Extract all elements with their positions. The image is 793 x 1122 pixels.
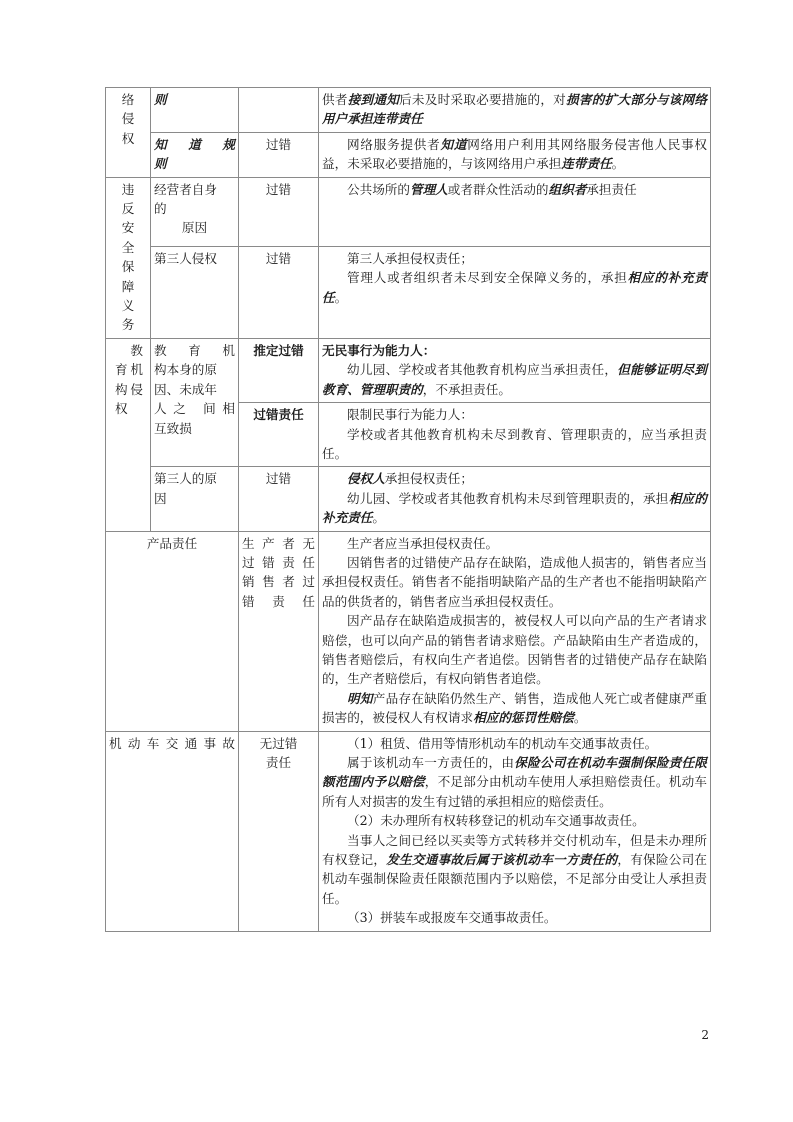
table-row — [106, 467, 711, 531]
run: 承担侵权责任； — [384, 471, 473, 487]
run: 网络服务提供者 — [347, 136, 441, 152]
cell-cause-network-notice — [151, 88, 239, 133]
vchar: 全 — [121, 239, 135, 255]
cell-content-safety-operator — [319, 177, 711, 246]
run-emphasis: 相应的惩罚性赔偿 — [473, 710, 574, 726]
principle-line: 过错责任 — [242, 554, 315, 570]
cause-line: 则 — [154, 156, 167, 172]
vchar: 务 — [121, 317, 135, 333]
cell-content-motor-vehicle — [319, 731, 711, 931]
run-emphasis: 相应的补充责任 — [322, 490, 708, 526]
run: 供者 — [322, 92, 348, 107]
cell-cause-education-self — [151, 338, 239, 466]
run: 后未及时采取必要措施的，对 — [399, 92, 567, 107]
principle-text: 过错 — [265, 250, 292, 266]
run: 公共场所的 — [347, 181, 410, 197]
paragraph: 无民事行为能力人： — [322, 342, 436, 358]
principle-text: 过错责任 — [253, 407, 304, 423]
table-row — [106, 88, 711, 133]
vchar: 侵 — [121, 111, 135, 127]
table-row — [106, 246, 711, 338]
run: 属于该机动车一方责任的，由 — [347, 755, 515, 770]
cause-line: 因、未成年 — [154, 381, 217, 397]
paragraph — [322, 268, 707, 307]
cell-principle-education-third — [239, 467, 319, 531]
cell-category-product — [106, 531, 239, 731]
run-emphasis: 明知 — [347, 690, 373, 706]
cause-line: 教育机 — [154, 342, 235, 358]
paragraph: 生产者应当承担侵权责任。 — [347, 535, 499, 551]
run: 承担责任 — [586, 181, 637, 197]
cell-category-safety — [106, 177, 151, 338]
principle-line: 生产者无 — [242, 535, 315, 551]
vchar: 障 — [121, 278, 135, 294]
run: ，不承担责任。 — [422, 381, 511, 397]
principle-text: 过错 — [265, 136, 292, 152]
paragraph: 学校或者其他教育机构未尽到教育、管理职责的，应当承担责任。 — [322, 426, 707, 461]
table-body — [106, 88, 711, 932]
run-emphasis: 管理人 — [409, 181, 448, 197]
run-emphasis: 侵权人 — [347, 471, 385, 487]
run-emphasis: 连带责任 — [561, 156, 612, 172]
cell-spacer — [154, 268, 235, 280]
run: 幼儿园、学校或者其他教育机构应当承担责任， — [347, 362, 618, 378]
paragraph: 因产品存在缺陷造成损害的，被侵权人可以向产品的生产者请求赔偿，也可以向产品的销售者请求赔偿。产品缺陷由生产者造成的，销售者赔偿后，有权向生产者追偿。因销售者的过错使产品存在缺陷的，生产者赔偿后，有权向销售者追偿。 — [322, 613, 707, 687]
cause-line: 知道规 — [154, 136, 235, 152]
vchar: 保 — [121, 259, 135, 275]
paragraph: 第三人承担侵权责任； — [347, 250, 473, 266]
paragraph: （1）租赁、借用等情形机动车的机动车交通事故责任。 — [347, 735, 658, 751]
cell-cause-education-third — [151, 467, 239, 531]
paragraph — [322, 360, 707, 399]
paragraph: （3）拼装车或报废车交通事故责任。 — [347, 910, 557, 926]
cause-line: 因 — [154, 490, 167, 506]
cell-spacer — [154, 292, 235, 304]
run-emphasis: 相应的补充责任 — [322, 270, 708, 305]
paragraph — [322, 469, 707, 488]
vchar: 反 — [121, 201, 135, 217]
run-emphasis: 发生交通事故后属于该机动车一方责任的 — [386, 852, 618, 868]
cell-content-education-presumed — [319, 338, 711, 402]
cell-category-education — [106, 338, 151, 531]
cell-category-motor-vehicle — [106, 731, 239, 931]
principle-line: 错责任 — [242, 593, 315, 609]
cell-cause-network-know — [151, 132, 239, 177]
paragraph — [322, 135, 707, 174]
paragraph: 因销售者的过错使产品存在缺陷，造成他人损害的，销售者应当承担侵权责任。销售者不能指明缺陷产品的生产者也不能指明缺陷产品的供货者的，销售者应当承担侵权责任。 — [322, 554, 707, 609]
vchar: 络 — [121, 92, 135, 107]
table-row — [106, 731, 711, 931]
cell-content-network-know — [319, 132, 711, 177]
category-text: 机动车交通事故 — [109, 735, 235, 751]
paragraph — [322, 689, 707, 728]
vchar: 构 — [115, 381, 128, 397]
cell-spacer — [154, 316, 235, 328]
run-emphasis: 知道 — [440, 136, 468, 152]
vgrid-line — [109, 341, 147, 360]
run: 当事人之间已经以买卖等方式转移并交付机动车，但是未办理所有权登记， — [322, 832, 707, 868]
vchar: 违 — [121, 181, 135, 197]
cell-principle-network-know — [239, 132, 319, 177]
table-row — [106, 338, 711, 402]
liability-table — [105, 87, 711, 932]
vchar: 教 — [130, 342, 143, 358]
cause-line: 互致损 — [154, 420, 192, 436]
run: 产品存在缺陷仍然生产、销售，造成他人死亡或者健康严重损害的，被侵权人有权请求 — [322, 690, 708, 726]
run: 网络用户利用其网络服务侵害他人民事权益，未采取必要措施的，与该网络用户承担 — [322, 136, 708, 172]
principle-line: 责任 — [265, 755, 292, 770]
paragraph — [322, 180, 707, 199]
category-text: 产品责任 — [146, 535, 198, 551]
vchar: 侵 — [130, 381, 143, 397]
table-row — [106, 531, 711, 731]
table-row — [106, 132, 711, 177]
run: 。 — [372, 510, 385, 526]
cell-content-education-fault — [319, 403, 711, 467]
vchar: 义 — [121, 298, 135, 314]
cause-line: 第三人的原 — [154, 471, 217, 487]
table-row — [106, 177, 711, 246]
principle-line: 销售者过 — [242, 574, 315, 590]
run: 。 — [573, 710, 587, 726]
run-emphasis: 但能够证明尽到教育、管理职责的 — [322, 362, 708, 397]
cell-principle-network-notice — [239, 88, 319, 133]
vchar: 安 — [121, 220, 135, 236]
run: 。 — [611, 156, 625, 172]
run: 或者群众性活动的 — [447, 181, 549, 197]
vgrid-line — [109, 399, 147, 418]
cell-principle-education-fault — [239, 403, 319, 467]
cell-content-network-notice — [319, 88, 711, 133]
vgrid-line — [109, 360, 147, 379]
run: 。 — [334, 289, 348, 305]
cell-cause-safety-third — [151, 246, 239, 338]
cell-cause-safety-operator — [151, 177, 239, 246]
run: ，不足部分由机动车使用人承担赔偿责任。机动车所有人对损害的发生有过错的承担相应的赔偿责任。 — [322, 774, 708, 809]
cell-content-safety-third — [319, 246, 711, 338]
vchar: 机 — [130, 362, 143, 378]
paragraph — [322, 489, 707, 528]
cell-spacer — [154, 304, 235, 316]
cell-content-education-third — [319, 467, 711, 531]
cell-principle-motor-vehicle — [239, 731, 319, 931]
vchar: 育 — [115, 362, 128, 378]
principle-line: 无过错 — [259, 735, 298, 751]
cause-line: 构本身的原 — [154, 362, 217, 378]
paragraph: （2）未办理所有权转移登记的机动车交通事故责任。 — [347, 813, 645, 829]
vchar: 权 — [121, 130, 135, 146]
paragraph — [322, 831, 707, 909]
run-emphasis: 接到通知 — [347, 92, 400, 107]
run-emphasis: 组织者 — [548, 181, 587, 197]
run: 幼儿园、学校或者其他教育机构未尽到管理职责的，承担 — [347, 490, 669, 506]
cell-principle-safety-operator — [239, 177, 319, 246]
paragraph: 限制民事行为能力人： — [347, 407, 473, 423]
principle-text: 推定过错 — [253, 342, 304, 358]
paragraph — [322, 753, 707, 811]
run-emphasis: 损害的扩大部分与该网络用户承担连带责任 — [322, 92, 708, 127]
run: 管理人或者组织者未尽到安全保障义务的，承担 — [347, 270, 628, 286]
paragraph — [322, 90, 707, 129]
cell-principle-safety-third — [239, 246, 319, 338]
principle-text: 过错 — [265, 181, 292, 197]
cause-text: 则 — [154, 92, 167, 107]
vgrid-line — [109, 380, 147, 399]
cause-line: 经营者自身 — [154, 181, 217, 197]
cell-principle-product — [239, 531, 319, 731]
cause-line: 的 — [154, 201, 167, 217]
run-emphasis: 保险公司在机动车强制保险责任限额范围内予以赔偿 — [322, 755, 708, 790]
cell-category-network — [106, 88, 151, 178]
cell-spacer — [154, 280, 235, 292]
cause-line: 原因 — [181, 220, 208, 236]
vchar: 权 — [115, 401, 128, 417]
cell-content-product — [319, 531, 711, 731]
principle-text: 过错 — [265, 471, 292, 487]
cause-line: 人之 间相 — [154, 401, 235, 417]
run: ，有保险公司在机动车强制保险责任限额范围内予以赔偿，不足部分由受让人承担责任。 — [322, 852, 708, 906]
page-number: 2 — [701, 1028, 709, 1042]
cause-text: 第三人侵权 — [154, 250, 217, 266]
cell-principle-education-presumed — [239, 338, 319, 402]
